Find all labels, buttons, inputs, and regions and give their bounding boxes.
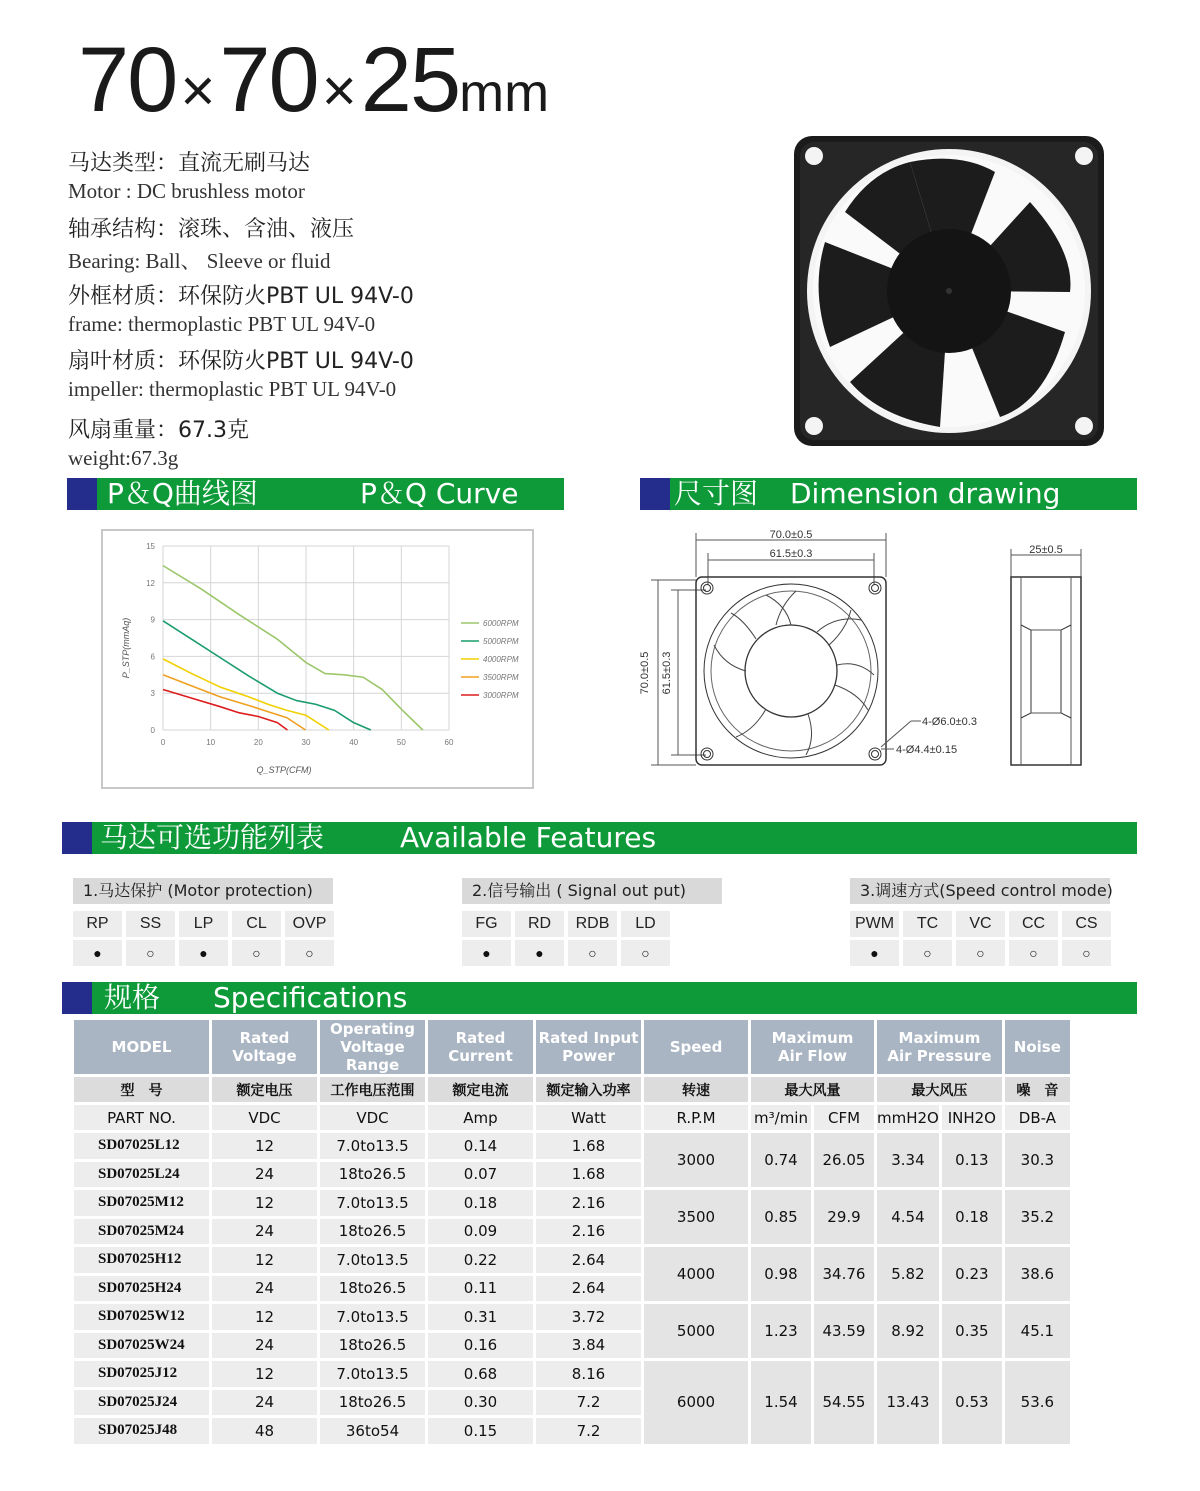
power-cell: 7.2 xyxy=(536,1418,641,1444)
y-axis-label: P_STP(mmAq) xyxy=(121,617,131,679)
unit-cell: CFM xyxy=(814,1105,874,1130)
feature-label: RP xyxy=(73,911,122,937)
feature-cc xyxy=(1009,911,1058,966)
spec-frame xyxy=(68,279,414,337)
unit-cell: Watt xyxy=(536,1105,641,1130)
unit-cell: mmH2O xyxy=(877,1105,939,1130)
feature-mark: ○ xyxy=(976,945,985,961)
column-header-zh: 额定电流 xyxy=(428,1077,533,1102)
model-cell: SD07025W12 xyxy=(74,1304,209,1330)
airflow-cfm-cell: 54.55 xyxy=(814,1361,874,1444)
y-tick-label: 9 xyxy=(150,615,155,625)
current-cell: 0.68 xyxy=(428,1361,533,1387)
model-cell: SD07025J48 xyxy=(74,1418,209,1444)
column-header-zh: 转速 xyxy=(644,1077,748,1102)
feature-tc xyxy=(903,911,952,966)
voltage-cell: 24 xyxy=(212,1162,317,1188)
x-tick-label: 30 xyxy=(301,738,311,747)
column-header-zh: 最大风压 xyxy=(877,1077,1002,1102)
pressure-mm-cell: 4.54 xyxy=(877,1190,939,1244)
feature-mark: ● xyxy=(199,945,208,961)
noise-cell: 45.1 xyxy=(1005,1304,1070,1358)
feature-rp xyxy=(73,911,122,966)
airflow-m3-cell: 1.23 xyxy=(751,1304,811,1358)
section-title-en: Available Features xyxy=(400,821,657,854)
current-cell: 0.31 xyxy=(428,1304,533,1330)
section-accent xyxy=(62,982,92,1014)
feature-mark: ● xyxy=(93,945,102,961)
power-cell: 3.84 xyxy=(536,1333,641,1359)
power-cell: 2.64 xyxy=(536,1276,641,1302)
dim-hole-inner: 4-Ø4.4±0.15 xyxy=(896,744,958,756)
model-cell: SD07025L12 xyxy=(74,1133,209,1159)
x-tick-label: 10 xyxy=(206,738,216,747)
model-cell: SD07025H12 xyxy=(74,1247,209,1273)
power-cell: 8.16 xyxy=(536,1361,641,1387)
power-cell: 2.64 xyxy=(536,1247,641,1273)
model-cell: SD07025W24 xyxy=(74,1333,209,1359)
power-cell: 7.2 xyxy=(536,1390,641,1416)
voltage-cell: 12 xyxy=(212,1247,317,1273)
feature-mark: ○ xyxy=(305,945,314,961)
feature-group-speed-control xyxy=(850,911,1111,966)
spec-zh: 轴承结构：滚珠、含油、液压 xyxy=(68,217,355,242)
feature-ovp xyxy=(285,911,334,966)
unit-cell: R.P.M xyxy=(644,1105,748,1130)
pq-chart-frame xyxy=(101,529,534,789)
y-tick-label: 15 xyxy=(146,542,155,551)
power-cell: 1.68 xyxy=(536,1162,641,1188)
y-tick-label: 6 xyxy=(150,652,155,662)
spec-bearing xyxy=(68,212,354,275)
feature-rdb xyxy=(568,911,617,966)
dim-width-inner: 61.5±0.3 xyxy=(769,548,813,560)
x-tick-label: 40 xyxy=(349,738,359,747)
voltage-cell: 24 xyxy=(212,1390,317,1416)
feature-label: LP xyxy=(179,911,228,937)
pressure-in-cell: 0.18 xyxy=(942,1190,1002,1244)
column-header: Maximum Air Flow xyxy=(751,1020,874,1074)
section-features xyxy=(62,822,1137,854)
feature-mark: ○ xyxy=(923,945,932,961)
range-cell: 36to54 xyxy=(320,1418,425,1444)
size-width: 70 xyxy=(78,29,177,131)
section-accent xyxy=(62,822,92,854)
dim-height-inner: 61.5±0.3 xyxy=(661,651,673,695)
section-accent xyxy=(640,478,670,510)
section-dimension xyxy=(640,478,1137,510)
feature-cl xyxy=(232,911,281,966)
feature-ss xyxy=(126,911,175,966)
range-cell: 18to26.5 xyxy=(320,1390,425,1416)
feature-label: RD xyxy=(515,911,564,937)
voltage-cell: 24 xyxy=(212,1276,317,1302)
table-units-row xyxy=(74,1105,1070,1130)
column-header-zh: 工作电压范围 xyxy=(320,1077,425,1102)
speed-cell: 3500 xyxy=(644,1190,748,1244)
dimension-drawing xyxy=(636,525,1136,775)
current-cell: 0.16 xyxy=(428,1333,533,1359)
unit-cell: DB-A xyxy=(1005,1105,1070,1130)
feature-mark: ○ xyxy=(1029,945,1038,961)
dim-width-outer: 70.0±0.5 xyxy=(769,529,813,541)
column-header: Maximum Air Pressure xyxy=(877,1020,1002,1074)
unit-cell: m³/min xyxy=(751,1105,811,1130)
x-tick-label: 0 xyxy=(160,738,166,747)
unit-cell: VDC xyxy=(320,1105,425,1130)
dim-depth: 25±0.5 xyxy=(1029,544,1063,556)
section-title-zh: 尺寸图 xyxy=(674,477,759,510)
feature-pwm xyxy=(850,911,899,966)
legend-label: 5000RPM xyxy=(483,637,519,646)
speed-cell: 6000 xyxy=(644,1361,748,1444)
feature-label: VC xyxy=(956,911,1005,937)
series-line-3000RPM xyxy=(163,690,287,730)
feature-label: PWM xyxy=(850,911,899,937)
feature-mark: ● xyxy=(482,945,491,961)
size-height: 70 xyxy=(219,29,318,131)
section-accent xyxy=(67,478,97,510)
voltage-cell: 12 xyxy=(212,1133,317,1159)
unit-cell: Amp xyxy=(428,1105,533,1130)
airflow-m3-cell: 0.74 xyxy=(751,1133,811,1187)
legend-label: 6000RPM xyxy=(483,619,519,628)
pressure-mm-cell: 3.34 xyxy=(877,1133,939,1187)
current-cell: 0.30 xyxy=(428,1390,533,1416)
spec-en: Bearing: Ball、 Sleeve or fluid xyxy=(68,249,331,273)
series-line-4000RPM xyxy=(163,659,329,730)
feature-label: LD xyxy=(621,911,670,937)
feature-lp xyxy=(179,911,228,966)
legend-label: 3000RPM xyxy=(483,691,519,700)
spec-en: impeller: thermoplastic PBT UL 94V-0 xyxy=(68,377,397,401)
feature-mark: ● xyxy=(870,945,879,961)
airflow-cfm-cell: 34.76 xyxy=(814,1247,874,1301)
feature-label: FG xyxy=(462,911,511,937)
feature-label: OVP xyxy=(285,911,334,937)
feature-group-title: 2.信号输出 ( Signal out put) xyxy=(462,878,722,904)
column-header: Speed xyxy=(644,1020,748,1074)
section-title-zh: 马达可选功能列表 xyxy=(100,821,325,854)
noise-cell: 53.6 xyxy=(1005,1361,1070,1444)
product-size-title xyxy=(78,28,549,133)
speed-cell: 3000 xyxy=(644,1133,748,1187)
current-cell: 0.18 xyxy=(428,1190,533,1216)
range-cell: 7.0to13.5 xyxy=(320,1190,425,1216)
section-title-en: Specifications xyxy=(213,981,408,1014)
size-depth: 25 xyxy=(360,29,460,131)
power-cell: 3.72 xyxy=(536,1304,641,1330)
feature-mark: ○ xyxy=(146,945,155,961)
column-header-zh: 额定电压 xyxy=(212,1077,317,1102)
voltage-cell: 48 xyxy=(212,1418,317,1444)
table-row xyxy=(74,1304,1070,1330)
range-cell: 7.0to13.5 xyxy=(320,1304,425,1330)
noise-cell: 35.2 xyxy=(1005,1190,1070,1244)
airflow-m3-cell: 1.54 xyxy=(751,1361,811,1444)
power-cell: 2.16 xyxy=(536,1190,641,1216)
pressure-mm-cell: 5.82 xyxy=(877,1247,939,1301)
dim-hole-outer: 4-Ø6.0±0.3 xyxy=(922,716,977,728)
spec-motor xyxy=(68,146,310,204)
voltage-cell: 12 xyxy=(212,1190,317,1216)
range-cell: 7.0to13.5 xyxy=(320,1247,425,1273)
feature-mark: ● xyxy=(535,945,544,961)
feature-vc xyxy=(956,911,1005,966)
y-tick-label: 3 xyxy=(150,689,155,699)
specifications-table xyxy=(71,1017,1073,1447)
model-cell: SD07025J12 xyxy=(74,1361,209,1387)
x-tick-label: 50 xyxy=(396,738,406,747)
column-header: Rated Voltage xyxy=(212,1020,317,1074)
range-cell: 18to26.5 xyxy=(320,1276,425,1302)
table-row xyxy=(74,1133,1070,1159)
airflow-cfm-cell: 29.9 xyxy=(814,1190,874,1244)
speed-cell: 5000 xyxy=(644,1304,748,1358)
table-row xyxy=(74,1190,1070,1216)
feature-label: SS xyxy=(126,911,175,937)
unit-cell: PART NO. xyxy=(74,1105,209,1130)
column-header-zh: 额定输入功率 xyxy=(536,1077,641,1102)
feature-mark: ○ xyxy=(641,945,650,961)
current-cell: 0.09 xyxy=(428,1219,533,1245)
feature-label: CC xyxy=(1009,911,1058,937)
section-pq-curve xyxy=(67,478,564,510)
airflow-cfm-cell: 26.05 xyxy=(814,1133,874,1187)
feature-group-title: 3.调速方式(Speed control mode) xyxy=(850,878,1110,904)
spec-en: weight:67.3g xyxy=(68,446,179,470)
feature-label: TC xyxy=(903,911,952,937)
fan-product-photo xyxy=(790,132,1108,450)
section-title-zh: P＆Q曲线图 xyxy=(107,477,258,510)
section-specifications xyxy=(62,982,1137,1014)
table-header-row xyxy=(74,1020,1070,1074)
airflow-m3-cell: 0.98 xyxy=(751,1247,811,1301)
table-header-zh-row xyxy=(74,1077,1070,1102)
model-cell: SD07025J24 xyxy=(74,1390,209,1416)
speed-cell: 4000 xyxy=(644,1247,748,1301)
power-cell: 2.16 xyxy=(536,1219,641,1245)
airflow-cfm-cell: 43.59 xyxy=(814,1304,874,1358)
section-title-en: P＆Q Curve xyxy=(360,477,519,510)
range-cell: 7.0to13.5 xyxy=(320,1133,425,1159)
spec-zh: 马达类型：直流无刷马达 xyxy=(68,151,311,176)
spec-en: frame: thermoplastic PBT UL 94V-0 xyxy=(68,312,376,336)
power-cell: 1.68 xyxy=(536,1133,641,1159)
pressure-mm-cell: 8.92 xyxy=(877,1304,939,1358)
series-line-6000RPM xyxy=(163,566,423,730)
feature-label: CS xyxy=(1062,911,1111,937)
unit-cell: INH2O xyxy=(942,1105,1002,1130)
feature-rd xyxy=(515,911,564,966)
current-cell: 0.07 xyxy=(428,1162,533,1188)
legend-label: 4000RPM xyxy=(483,655,519,664)
y-tick-label: 12 xyxy=(146,578,155,588)
pq-chart xyxy=(103,531,532,787)
size-separator: × xyxy=(180,57,216,124)
feature-mark: ○ xyxy=(1082,945,1091,961)
current-cell: 0.15 xyxy=(428,1418,533,1444)
column-header: MODEL xyxy=(74,1020,209,1074)
range-cell: 18to26.5 xyxy=(320,1333,425,1359)
column-header-zh: 最大风量 xyxy=(751,1077,874,1102)
unit-cell: VDC xyxy=(212,1105,317,1130)
feature-group-motor-protection xyxy=(73,911,334,966)
model-cell: SD07025M12 xyxy=(74,1190,209,1216)
column-header-zh: 噪 音 xyxy=(1005,1077,1070,1102)
pressure-in-cell: 0.53 xyxy=(942,1361,1002,1444)
pressure-in-cell: 0.35 xyxy=(942,1304,1002,1358)
legend-label: 3500RPM xyxy=(483,673,519,682)
model-cell: SD07025L24 xyxy=(74,1162,209,1188)
series-line-3500RPM xyxy=(163,675,306,730)
voltage-cell: 24 xyxy=(212,1219,317,1245)
current-cell: 0.11 xyxy=(428,1276,533,1302)
spec-impeller xyxy=(68,344,414,402)
size-separator: × xyxy=(321,57,357,124)
feature-mark: ○ xyxy=(588,945,597,961)
range-cell: 18to26.5 xyxy=(320,1162,425,1188)
feature-label: RDB xyxy=(568,911,617,937)
size-unit: mm xyxy=(459,63,550,123)
feature-cs xyxy=(1062,911,1111,966)
x-axis-label: Q_STP(CFM) xyxy=(256,765,312,775)
section-title-zh: 规格 xyxy=(104,981,161,1014)
feature-fg xyxy=(462,911,511,966)
model-cell: SD07025H24 xyxy=(74,1276,209,1302)
model-cell: SD07025M24 xyxy=(74,1219,209,1245)
section-title-en: Dimension drawing xyxy=(790,477,1061,510)
noise-cell: 38.6 xyxy=(1005,1247,1070,1301)
pressure-in-cell: 0.13 xyxy=(942,1133,1002,1187)
voltage-cell: 12 xyxy=(212,1361,317,1387)
feature-ld xyxy=(621,911,670,966)
dim-height-outer: 70.0±0.5 xyxy=(639,651,651,695)
voltage-cell: 24 xyxy=(212,1333,317,1359)
column-header: Noise xyxy=(1005,1020,1070,1074)
feature-group-signal-output xyxy=(462,911,670,966)
spec-zh: 风扇重量：67.3克 xyxy=(68,418,249,443)
airflow-m3-cell: 0.85 xyxy=(751,1190,811,1244)
pressure-mm-cell: 13.43 xyxy=(877,1361,939,1444)
x-tick-label: 20 xyxy=(253,738,263,747)
current-cell: 0.14 xyxy=(428,1133,533,1159)
feature-mark: ○ xyxy=(252,945,261,961)
pressure-in-cell: 0.23 xyxy=(942,1247,1002,1301)
feature-label: CL xyxy=(232,911,281,937)
column-header: Rated Input Power xyxy=(536,1020,641,1074)
spec-en: Motor : DC brushless motor xyxy=(68,179,305,203)
y-tick-label: 0 xyxy=(150,726,155,735)
column-header: Rated Current xyxy=(428,1020,533,1074)
spec-zh: 扇叶材质：环保防火PBT UL 94V-0 xyxy=(68,349,414,374)
table-row xyxy=(74,1247,1070,1273)
table-row xyxy=(74,1361,1070,1387)
column-header-zh: 型 号 xyxy=(74,1077,209,1102)
range-cell: 18to26.5 xyxy=(320,1219,425,1245)
noise-cell: 30.3 xyxy=(1005,1133,1070,1187)
spec-weight xyxy=(68,413,249,471)
column-header: Operating Voltage Range xyxy=(320,1020,425,1074)
feature-group-title: 1.马达保护 (Motor protection) xyxy=(73,878,333,904)
x-tick-label: 60 xyxy=(444,738,454,747)
spec-zh: 外框材质：环保防火PBT UL 94V-0 xyxy=(68,284,414,309)
voltage-cell: 12 xyxy=(212,1304,317,1330)
range-cell: 7.0to13.5 xyxy=(320,1361,425,1387)
current-cell: 0.22 xyxy=(428,1247,533,1273)
